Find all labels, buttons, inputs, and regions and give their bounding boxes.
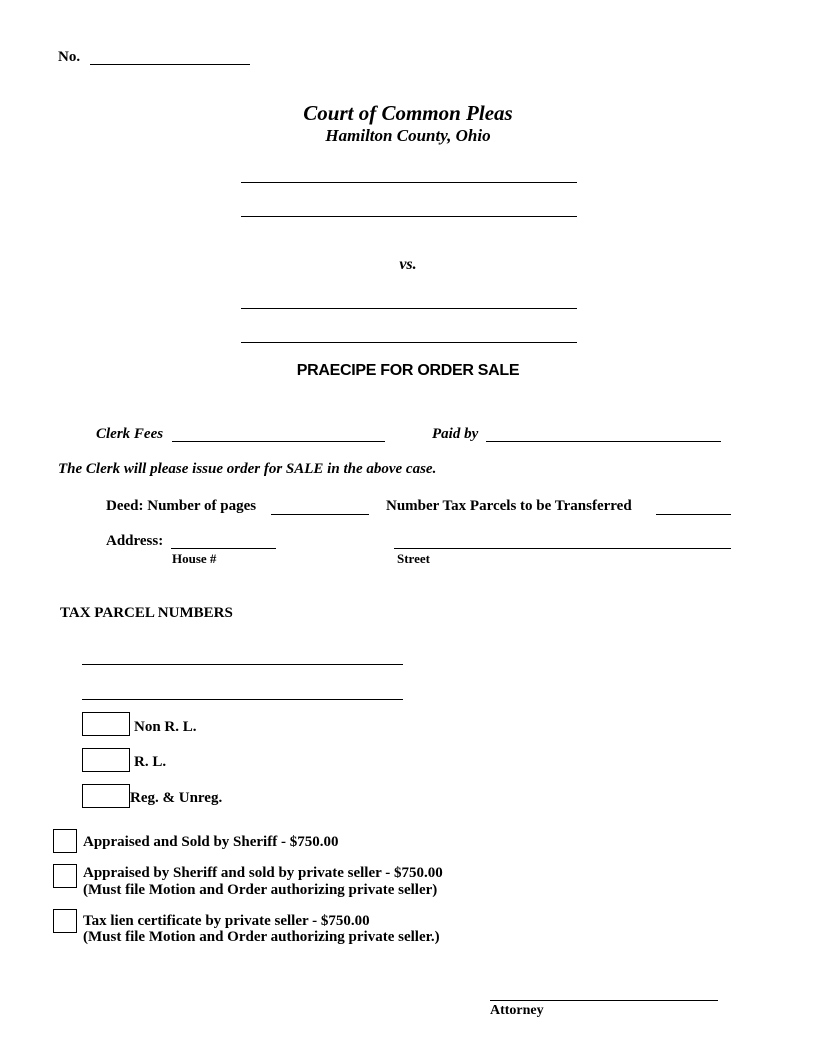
deed-pages-field[interactable]	[271, 514, 369, 515]
reg-unreg-label: Reg. & Unreg.	[130, 790, 223, 806]
defendant-line-2[interactable]	[241, 342, 577, 343]
court-name: Court of Common Pleas	[303, 101, 513, 125]
non-rl-label: Non R. L.	[134, 719, 197, 735]
tax-parcel-line-1[interactable]	[82, 664, 403, 665]
rl-label: R. L.	[134, 754, 167, 770]
clerk-fees-label: Clerk Fees	[96, 426, 164, 442]
tax-parcels-count-label: Number Tax Parcels to be Transferred	[386, 498, 632, 514]
private-seller-label	[83, 865, 443, 899]
tax-lien-label	[83, 913, 440, 945]
attorney-signature-line[interactable]	[490, 1000, 718, 1001]
tax-lien-label-line1: Tax lien certificate by private seller - $750.00	[83, 913, 370, 929]
tax-lien-label-line2: (Must file Motion and Order authorizing private seller.)	[83, 929, 440, 945]
plaintiff-line-1[interactable]	[241, 182, 577, 183]
deed-pages-label: Deed: Number of pages	[106, 498, 257, 514]
street-field[interactable]	[394, 548, 731, 549]
attorney-label: Attorney	[490, 1003, 544, 1018]
defendant-line-1[interactable]	[241, 308, 577, 309]
tax-parcel-line-2[interactable]	[82, 699, 403, 700]
address-label: Address:	[106, 533, 164, 549]
street-label: Street	[397, 551, 430, 566]
paid-by-label: Paid by	[432, 426, 479, 442]
tax-lien-checkbox[interactable]	[53, 909, 77, 933]
case-number-label: No.	[58, 49, 81, 65]
rl-checkbox[interactable]	[82, 748, 130, 772]
county-name: Hamilton County, Ohio	[325, 126, 491, 145]
sheriff-sale-checkbox[interactable]	[53, 829, 77, 853]
tax-parcels-count-field[interactable]	[656, 514, 731, 515]
paid-by-field[interactable]	[486, 441, 721, 442]
house-number-label: House #	[172, 551, 217, 566]
plaintiff-line-2[interactable]	[241, 216, 577, 217]
private-seller-label-line1: Appraised by Sheriff and sold by private seller - $750.00	[83, 865, 443, 881]
private-seller-checkbox[interactable]	[53, 864, 77, 888]
form-title: PRAECIPE FOR ORDER SALE	[296, 362, 520, 379]
reg-unreg-checkbox[interactable]	[82, 784, 130, 808]
sheriff-sale-label: Appraised and Sold by Sheriff - $750.00	[83, 834, 339, 850]
instruction-text: The Clerk will please issue order for SALE in the above case.	[58, 461, 437, 477]
clerk-fees-field[interactable]	[172, 441, 385, 442]
house-number-field[interactable]	[171, 548, 276, 549]
tax-parcel-heading: TAX PARCEL NUMBERS	[60, 605, 233, 621]
case-number-field[interactable]	[90, 64, 250, 65]
private-seller-label-line2: (Must file Motion and Order authorizing private seller)	[83, 882, 438, 898]
versus-label: vs.	[399, 256, 417, 273]
non-rl-checkbox[interactable]	[82, 712, 130, 736]
